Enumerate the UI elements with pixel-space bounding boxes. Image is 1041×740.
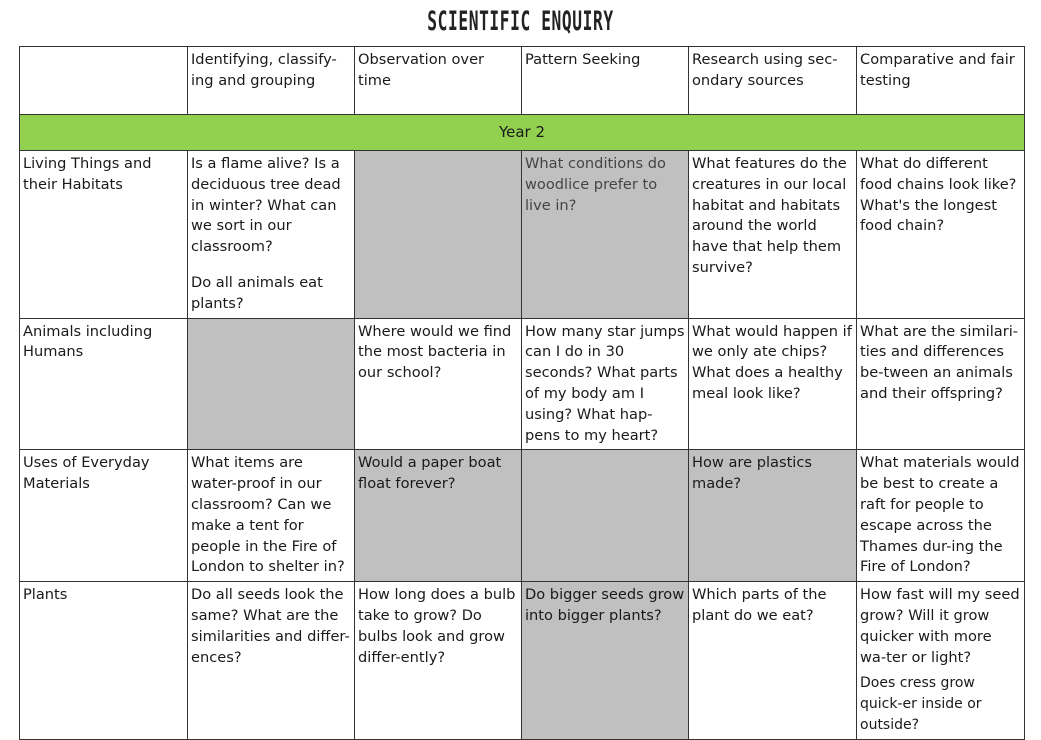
header-row	[20, 47, 1025, 115]
comparative-cell	[857, 582, 1025, 740]
header-cell-observation: Observation over time	[355, 47, 522, 115]
identifying-cell	[188, 151, 355, 319]
comparative-cell: What are the similari-ties and differences be-tween an animals and their offspring?	[857, 318, 1025, 450]
table-row	[20, 151, 1025, 319]
header-cell-identifying: Identifying, classify-ing and grouping	[188, 47, 355, 115]
header-cell-comparative: Comparative and fair testing	[857, 47, 1025, 115]
observation-cell: How long does a bulb take to grow? Do bulbs look and grow differ-ently?	[355, 582, 522, 740]
table-row	[20, 318, 1025, 450]
cell-text: Is a flame alive? Is a deciduous tree dead in winter? What can we sort in our classroom?	[191, 155, 341, 256]
identifying-cell	[188, 318, 355, 450]
topic-cell: Living Things and their Habitats	[20, 151, 188, 319]
header-cell-research: Research using sec-ondary sources	[689, 47, 857, 115]
table-row	[20, 582, 1025, 740]
enquiry-table	[19, 46, 1025, 740]
identifying-cell: What items are water-proof in our classroom? Can we make a tent for people in the Fire of London to shelter in?	[188, 450, 355, 582]
observation-cell: Where would we find the most bacteria in our school?	[355, 318, 522, 450]
pattern-cell: What conditions do woodlice prefer to live in?	[522, 151, 689, 319]
cell-text: Do all animals eat plants?	[191, 273, 323, 312]
cell-text: How fast will my seed grow? Will it grow quicker with more wa-ter or light?	[860, 586, 1020, 666]
page-title: SCIENTIFIC ENQUIRY	[427, 6, 614, 37]
table-row	[20, 450, 1025, 582]
pattern-cell	[522, 450, 689, 582]
observation-cell: Would a paper boat float forever?	[355, 450, 522, 582]
pattern-cell: Do bigger seeds grow into bigger plants?	[522, 582, 689, 740]
header-cell-topic	[20, 47, 188, 115]
pattern-cell: How many star jumps can I do in 30 seconds? What parts of my body am I using? What hap-pens to my heart?	[522, 318, 689, 450]
comparative-cell: What materials would be best to create a raft for people to escape across the Thames dur-ing the Fire of London?	[857, 450, 1025, 582]
year-row	[20, 115, 1025, 151]
research-cell: What features do the creatures in our local habitat and habitats around the world have that help them survive?	[689, 151, 857, 319]
topic-cell: Animals including Humans	[20, 318, 188, 450]
research-cell: How are plastics made?	[689, 450, 857, 582]
header-cell-pattern: Pattern Seeking	[522, 47, 689, 115]
topic-cell: Uses of Everyday Materials	[20, 450, 188, 582]
identifying-cell: Do all seeds look the same? What are the similarities and differ-ences?	[188, 582, 355, 740]
research-cell: Which parts of the plant do we eat?	[689, 582, 857, 740]
year-label: Year 2	[20, 115, 1025, 151]
cell-text: Does cress grow quick-er inside or outside?	[860, 675, 982, 733]
topic-cell: Plants	[20, 582, 188, 740]
observation-cell	[355, 151, 522, 319]
research-cell: What would happen if we only ate chips? What does a healthy meal look like?	[689, 318, 857, 450]
comparative-cell: What do different food chains look like? What's the longest food chain?	[857, 151, 1025, 319]
